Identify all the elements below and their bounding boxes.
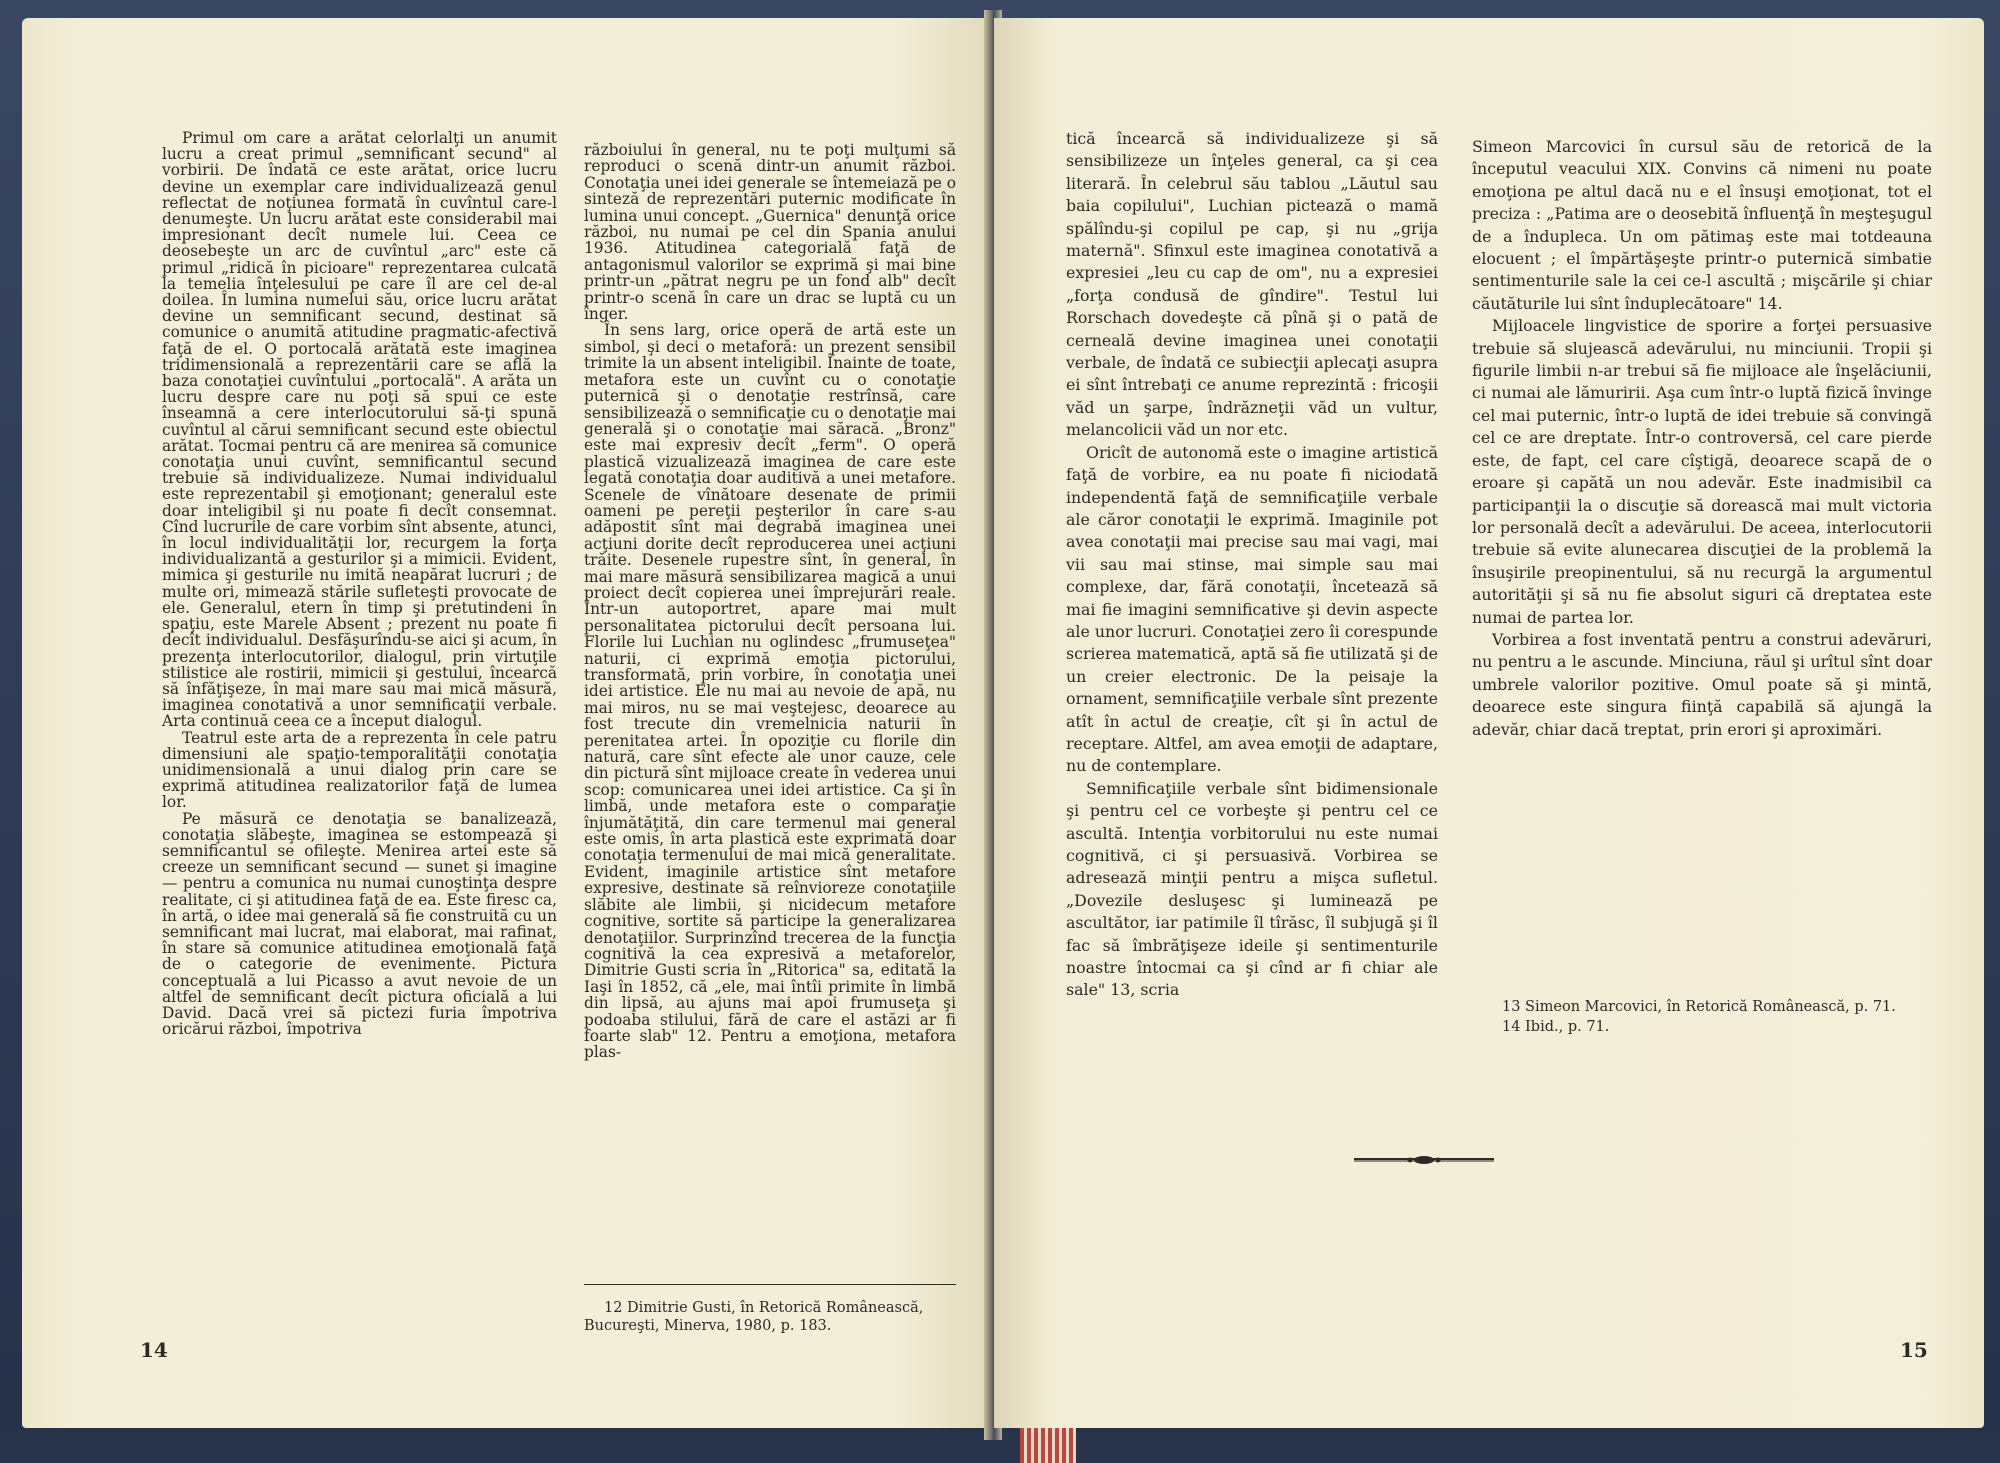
paragraph: tică încearcă să individualizeze şi să sensibilizeze un înţeles general, ca şi cea literară. În celebrul său tablou „Lăutul sau baia copilului", Luchian pictează o mamă spălîndu-şi copilul pe cap, şi nu „grija maternă". Sfinxul este imaginea conotativă a expresiei „leu cu cap de om", nu a expresiei „forţa condusă de gîndire". Testul lui Rorschach dovedeşte că pînă şi o pată de cerneală devine imaginea unei conotaţii verbale, de îndată ce subiecţii aplecaţi asupra ei sînt întrebaţi ce anume reprezintă : fricoşii văd un şarpe, îndrăzneţii văd un vultur, melancolicii văd un nor etc. [1066,129,1438,440]
paragraph: Primul om care a arătat celorlalţi un anumit lucru a creat primul „semnificant secund" al vorbirii. De îndată ce este arătat, orice lucru devine un exemplar care individualizează genul reflectat de noţiunea formată în cuvîntul care-l denumeşte. Un lucru arătat este considerabil mai impresionant decît numele lui. Ceea ce deosebeşte un arc de cuvîntul „arc" este că primul „ridică în picioare" reprezentarea culcată la temelia înţelesului pe care îl are cel de-al doilea. În lumina numelui său, orice lucru arătat devine un semnificant secund, destinat să comunice o anumită atitudine pragmatic-afectivă faţă de el. O portocală arătată este imaginea tridimensională a reprezentării care se află la baza conotaţiei cuvîntului „portocală". A arăta un lucru despre care nu poţi să spui ce este înseamnă a cere interlocutorului să-ţi spună cuvîntul al cărui semnificant secund este obiectul arătat. Tocmai pentru că are menirea să comunice conotaţia unui cuvînt, semnificantul secund trebuie să individualizeze. Numai individualul este reprezentabil şi emoţionant; generalul este doar inteligibil şi nu poate fi decît consemnat. Cînd lucrurile de care vorbim sînt absente, atunci, în locul individualităţii lor, recurgem la forţa individualizantă a gesturilor şi a mimicii. Evident, mimica şi gesturile nu imită neapărat lucruri ; de multe ori, mimează stările sufleteşti provocate de ele. Generalul, etern în timp şi pretutindeni în spaţiu, este Marele Absent ; prezent nu poate fi decît individualul. Desfăşurîndu-se aici şi acum, în prezenţa interlocutorilor, dialogul, prin virtuţile stilistice ale rostirii, mimicii şi gestului, încearcă să înfăţişeze, în mai mare sau mai mică măsură, imaginea conotativă a unor semnificaţii verbale. Arta continuă ceea ce a început dialogul. [162,129,557,731]
right-page-column-1 [1066,128,1438,1002]
paragraph: Pe măsură ce denotaţia se banalizează, conotaţia slăbeşte, imaginea se estompează şi semnificantul se ofileşte. Menirea artei este să creeze un semnificant secund — sunet şi imagine — pentru a comunica nu numai cunoştinţa despre realitate, ci şi atitudinea faţă de ea. Este firesc ca, în artă, o idee mai generală să fie construită cu un semnificant mai lucrat, mai elaborat, mai rafinat, în stare să comunice atitudinea emoţională faţă de o categorie de evenimente. Pictura conceptuală a lui Picasso a avut nevoie de un altfel de semnificant decît pictura oficială a lui David. Dacă vrei să pictezi furia împotriva oricărui război, împotriva [162,809,557,1039]
footnote-12 [584,1284,956,1335]
paragraph: războiului în general, nu te poţi mulţumi să reproduci o scenă dintr-un anumit război. Conotaţia unei idei generale se întemeiază pe o sinteză de reprezentări puternic modificate în lumina unui concept. „Guernica" denunţă orice război, nu numai pe cel din Spania anului 1936. Atitudinea categorială faţă de antagonismul valorilor se exprimă şi mai bine printr-un „pătrat negru pe un fond alb" decît printr-o scenă în care un drac se luptă cu un înger. [584,141,956,324]
paragraph: Teatrul este arta de a reprezenta în cele patru dimensiuni ale spaţio-temporalităţii conotaţia unidimensională a unui dialog prin care se exprimă atitudinea realizatorilor faţă de lumea lor. [162,728,557,812]
left-page-column-2 [584,142,956,1061]
bookmark-ribbon [1020,1428,1076,1463]
paragraph: În sens larg, orice operă de artă este un simbol, şi deci o metaforă: un prezent sensibil trimite la un absent inteligibil. Înainte de toate, metafora este un cuvînt cu o conotaţie puternică şi o denotaţie restrînsă, care sensibilizează o semnificaţie cu o denotaţie mai generală şi o conotaţie mai săracă. „Bronz" este mai expresiv decît „ferm". O operă plastică vizualizează imaginea de care este legată conotaţia doar auditivă a unei metafore. Scenele de vînătoare desenate de primii oameni pe pereţii peşterilor în care s-au adăpostit sînt mai degrabă imaginea unei acţiuni dorite decît reproducerea unei acţiuni trăite. Desenele rupestre sînt, în general, în mai mare măsură sensibilizarea magică a unui proiect decît copierea unei împrejurări reale. Într-un autoportret, apare mai mult personalitatea pictorului decît persoana lui. Florile lui Luchian nu oglindesc „frumuseţea" naturii, ci exprimă emoţia pictorului, transformată, prin vorbire, în conotaţia unei idei artistice. Ele nu mai au nevoie de apă, nu mai miros, nu se mai veştejesc, deoarece au fost trecute din vremelnicia naturii în perenitatea artei. În opoziţie cu florile din natură, care sînt efecte ale unor cauze, cele din pictură sînt mijloace create în vederea unui scop: comunicarea unei idei artistice. Ca şi în limbă, unde metafora este o comparaţie înjumătăţită, din care termenul mai general este omis, în arta plastică este exprimată doar conotaţia termenului de mai mică generalitate. Evident, imaginile artistice sînt metafore expresive, destinate să reînvioreze conotaţiile slăbite ale limbii, şi nicidecum metafore cognitive, sortite să participe la generalizarea denotaţiilor. Surprinzînd trecerea de la funcţia cognitivă la cea expresivă a metaforelor, Dimitrie Gusti scria în „Ritorica" sa, editată la Iaşi în 1852, că „ele, mai întîi primite în limbă din lipsă, au ajuns mai apoi frumuseţa şi podoaba stilului, fără de care el astăzi ar fi foarte slab" 12. Pentru a emoţiona, metafora plas- [584,321,956,1062]
footnote-text: 12 Dimitrie Gusti, în Retorică Românească, Bucureşti, Minerva, 1980, p. 183. [584,1300,924,1334]
page-number: 15 [1900,1338,1928,1362]
paragraph: Semnificaţiile verbale sînt bidimensionale şi pentru cel ce vorbeşte şi pentru cel ce ascultă. Intenţia vorbitorului nu este numai cognitivă, ci şi persuasivă. Vorbirea se adresează minţii pentru a mişca sufletul. „Dovezile desluşesc şi luminează pe ascultător, iar patimile îl tîrăsc, îl subjugă şi îl fac să îmbrăţişeze ideile şi sentimenturile noastre întocmai ca şi cînd ar fi chiar ale sale" 13, scria [1066,778,1438,1000]
paragraph: Mijloacele lingvistice de sporire a forţei persuasive trebuie să slujească adevărului, nu minciunii. Tropii şi figurile limbii n-ar trebui să fie mijloace ale înşelăciunii, ci numai ale lămuririi. Aşa cum într-o luptă fizică învinge cel mai puternic, într-o luptă de idei trebuie să convingă cel ce are dreptate. Într-o controversă, cel care pierde este, de fapt, cel care cîştigă, deoarece scapă de o eroare şi capătă un nou adevăr. Este inadmisibil ca participanţii la o discuţie să dorească mai mult victoria lor personală decît a adevărului. De aceea, interlocutorii trebuie să evite alunecarea discuţiei de la problemă la însuşirile preopinentului, să nu recurgă la argumentul autorităţii şi să nu fie absolut siguri că dreptatea este numai de partea lor. [1472,316,1932,627]
paragraph: Simeon Marcovici în cursul său de retorică de la începutul veacului XIX. Convins că nimeni nu poate emoţiona pe altul dacă nu e el însuşi emoţionat, tot el preciza : „Patima are o deosebită înfluenţă în meşteşugul de a îndupleca. Un om pătimaş este mai totdeauna elocuent ; el împărtăşeşte printr-o puternică simbatie sentimenturile sale la cei ce-l ascultă ; mişcările şi chiar căutăturile lui sînt înduplecătoare" 14. [1472,137,1932,313]
ornament-divider-icon [1354,1151,1494,1167]
paragraph: Vorbirea a fost inventată pentru a construi adevăruri, nu pentru a le ascunde. Minciuna, răul şi urîtul sînt doar umbrele valorilor pozitive. Omul poate să şi mintă, deoarece este singura fiinţă capabilă să ajungă la adevăr, chiar dacă treptat, prin erori şi aproximări. [1472,629,1932,739]
left-page-column-1 [162,130,557,1037]
footnotes [1472,998,1932,1038]
right-page [994,18,1984,1428]
footnote-13: 13 Simeon Marcovici, în Retorică Românească, p. 71. [1502,999,1896,1015]
ornament-divider [1076,1150,1216,1166]
left-page [22,18,990,1428]
footnote-14: 14 Ibid., p. 71. [1502,1019,1610,1035]
right-page-column-2 [1472,136,1932,741]
page-number: 14 [140,1338,168,1362]
paragraph: Oricît de autonomă este o imagine artistică faţă de vorbire, ea nu poate fi niciodată independentă faţă de semnificaţiile verbale ale căror conotaţii le exprimă. Imaginile pot avea conotaţii mai precise sau mai vagi, mai vii sau mai stinse, mai simple sau mai complexe, dar, fără conotaţii, încetează să mai fie imagini semnificative şi devin aspecte ale unor lucruri. Conotaţiei zero îi corespunde scrierea matematică, aptă să fie utilizată şi de un creier electronic. De la peisaje la ornament, semnificaţiile verbale sînt prezente atît în actul de creaţie, cît şi în actul de receptare. Altfel, am avea emoţii de adaptare, nu de contemplare. [1066,442,1438,776]
